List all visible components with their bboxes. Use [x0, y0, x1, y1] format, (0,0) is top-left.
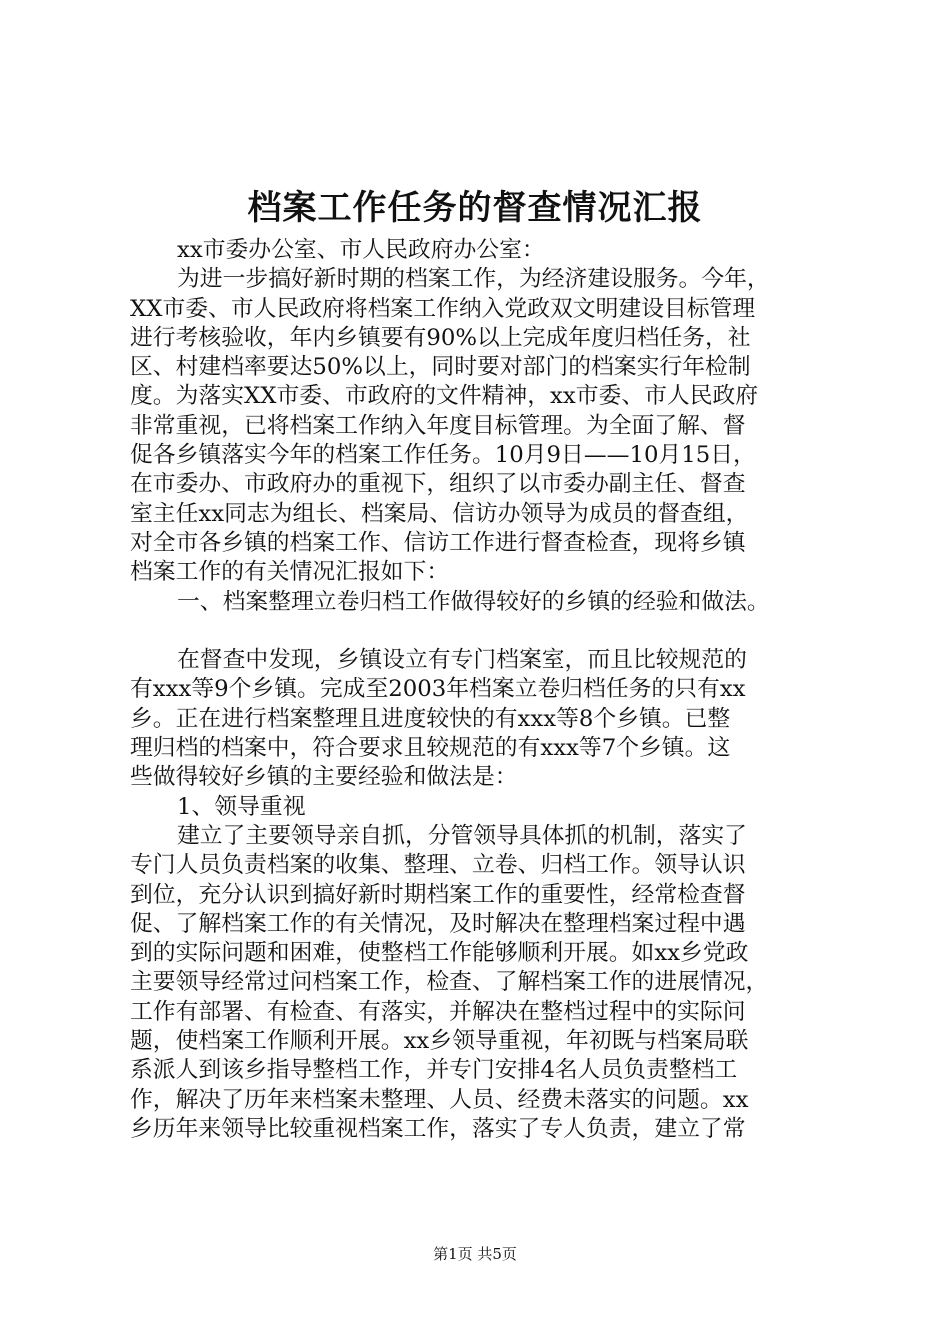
blank-line	[130, 617, 842, 646]
text-line: 在市委办、市政府办的重视下，组织了以市委办副主任、督查	[130, 471, 746, 498]
text-line: 系派人到该乡指导整档工作，并专门安排4名人员负责整档工	[130, 1057, 738, 1084]
text-line: 在督查中发现，乡镇设立有专门档案室，而且比较规范的	[177, 647, 747, 674]
text-line: XX市委、市人民政府将档案工作纳入党政双文明建设目标管理	[130, 295, 756, 322]
text-line: 进行考核验收，年内乡镇要有90%以上完成年度归档任务，社	[130, 324, 751, 351]
text-line: 主要领导经常过问档案工作，检查、了解档案工作的进展情况，	[130, 969, 769, 996]
text-line: 作，解决了历年来档案未整理、人员、经费未落实的问题。xx	[130, 1086, 749, 1113]
text-line: 有xxx等9个乡镇。完成至2003年档案立卷归档任务的只有xx	[130, 676, 746, 703]
text-line: 为进一步搞好新时期的档案工作，为经济建设服务。今年，	[177, 266, 770, 293]
subsection-heading: 1、领导重视	[177, 793, 306, 820]
text-line: 题，使档案工作顺利开展。xx乡领导重视，年初既与档案局联	[130, 1028, 749, 1055]
text-line: 促各乡镇落实今年的档案工作任务。10月9日——10月15日，	[130, 442, 756, 469]
text-line: 区、村建档率要达50%以上，同时要对部门的档案实行年检制	[130, 354, 751, 381]
salutation-line: xx市委办公室、市人民政府办公室：	[177, 237, 545, 263]
text-line: 非常重视，已将档案工作纳入年度目标管理。为全面了解、督	[130, 412, 746, 439]
text-line: 度。为落实XX市委、市政府的文件精神，xx市委、市人民政府	[130, 383, 759, 410]
text-line: 乡。正在进行档案整理且进度较快的有xxx等8个乡镇。已整	[130, 705, 731, 732]
text-line: 促、了解档案工作的有关情况，及时解决在整理档案过程中遇	[130, 910, 746, 937]
text-line: 些做得较好乡镇的主要经验和做法是：	[130, 764, 518, 791]
text-line: 工作有部署、有检查、有落实，并解决在整档过程中的实际问	[130, 998, 746, 1025]
text-line: 建立了主要领导亲自抓，分管领导具体抓的机制，落实了	[177, 822, 747, 849]
text-line: 到的实际问题和困难，使整档工作能够顺利开展。如xx乡党政	[130, 940, 749, 967]
text-line: 到位，充分认识到搞好新时期档案工作的重要性，经常检查督	[130, 881, 746, 908]
text-line: 室主任xx同志为组长、档案局、信访办领导为成员的督查组，	[130, 500, 749, 527]
page-title: 档案工作任务的督查情况汇报	[247, 188, 703, 228]
document-body	[130, 236, 842, 1144]
text-line: 理归档的档案中，符合要求且较规范的有xxx等7个乡镇。这	[130, 735, 731, 762]
text-line: 对全市各乡镇的档案工作、信访工作进行督查检查，现将乡镇	[130, 529, 746, 556]
page-footer: 第1页 共5页	[433, 1245, 517, 1263]
text-line: 乡历年来领导比较重视档案工作，落实了专人负责，建立了常	[130, 1115, 746, 1142]
text-line: 档案工作的有关情况汇报如下：	[130, 559, 450, 586]
section-heading: 一、档案整理立卷归档工作做得较好的乡镇的经验和做法。	[177, 588, 770, 615]
text-line: 专门人员负责档案的收集、整理、立卷、归档工作。领导认识	[130, 852, 746, 879]
